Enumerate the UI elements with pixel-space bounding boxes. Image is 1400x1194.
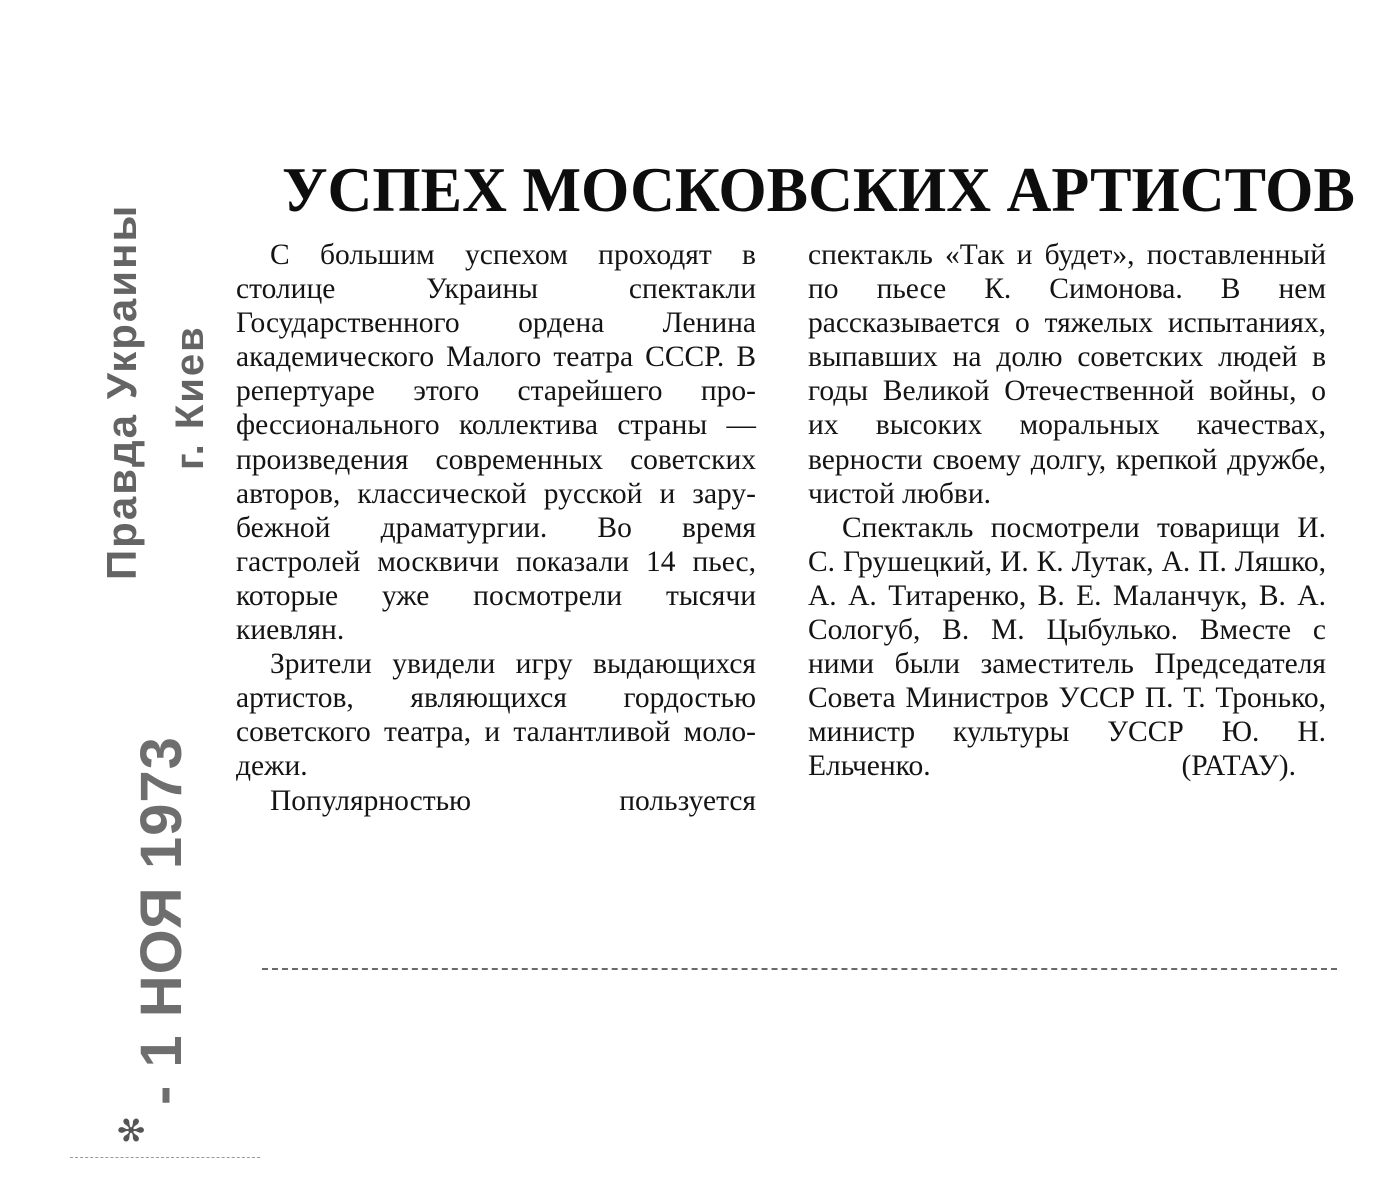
- newspaper-name-stamp: Правда Украины: [98, 203, 145, 580]
- article-column-right: [808, 238, 1326, 784]
- article-column-left: [236, 238, 756, 818]
- article-paragraph: Популярностью пользуется: [270, 784, 756, 817]
- article-paragraph: спектакль «Так и будет», поставленный по пьесе К. Симонова. В нем рассказывается о тяжелых испытаниях, выпавших на долю советских людей в годы Великой Отечественной войны, о их высоких моральных качествах, верности своему долгу, крепкой дружбе, чистой любви.: [808, 239, 1326, 510]
- city-stamp: г. Киев: [168, 325, 212, 470]
- news-agency-credit: (РАТАУ).: [1181, 750, 1296, 783]
- date-stamp: - 1 НОЯ 1973: [129, 736, 194, 1105]
- article-paragraph: С большим успехом проходят в столице Украины спектакли Государственного ордена Ленина академического Малого театра СССР. В репертуаре этого старейшего профессионального коллектива страны — произведения современных советских авторов, классической русской и зарубежной драматургии. Во время гастролей москвичи показали 14 пьес, которые уже посмотрели тысячи киевлян.: [236, 239, 756, 647]
- asterisk-mark-icon: ✻: [112, 1115, 153, 1145]
- article-paragraph: Зрители увидели игру выдающихся артистов, являющихся гордостью советского театра, и талантливой молодежи.: [236, 648, 756, 783]
- clipping-edge-divider: [70, 1157, 260, 1158]
- article-paragraph: [808, 511, 1326, 784]
- article-paragraph-text: Спектакль посмотрели товарищи И. С. Грушецкий, И. К. Лутак, А. П. Ляшко, А. А. Титаренко, В. Е. Маланчук, В. А. Сологуб, В. М. Цыбулько. Вместе с ними были заместитель Председателя Совета Министров УССР П. Т. Тронько, министр культуры УССР Ю. Н. Ельченко.: [808, 511, 1326, 783]
- article-headline: УСПЕХ МОСКОВСКИХ АРТИСТОВ: [282, 154, 1355, 225]
- cut-line-divider: [262, 968, 1337, 970]
